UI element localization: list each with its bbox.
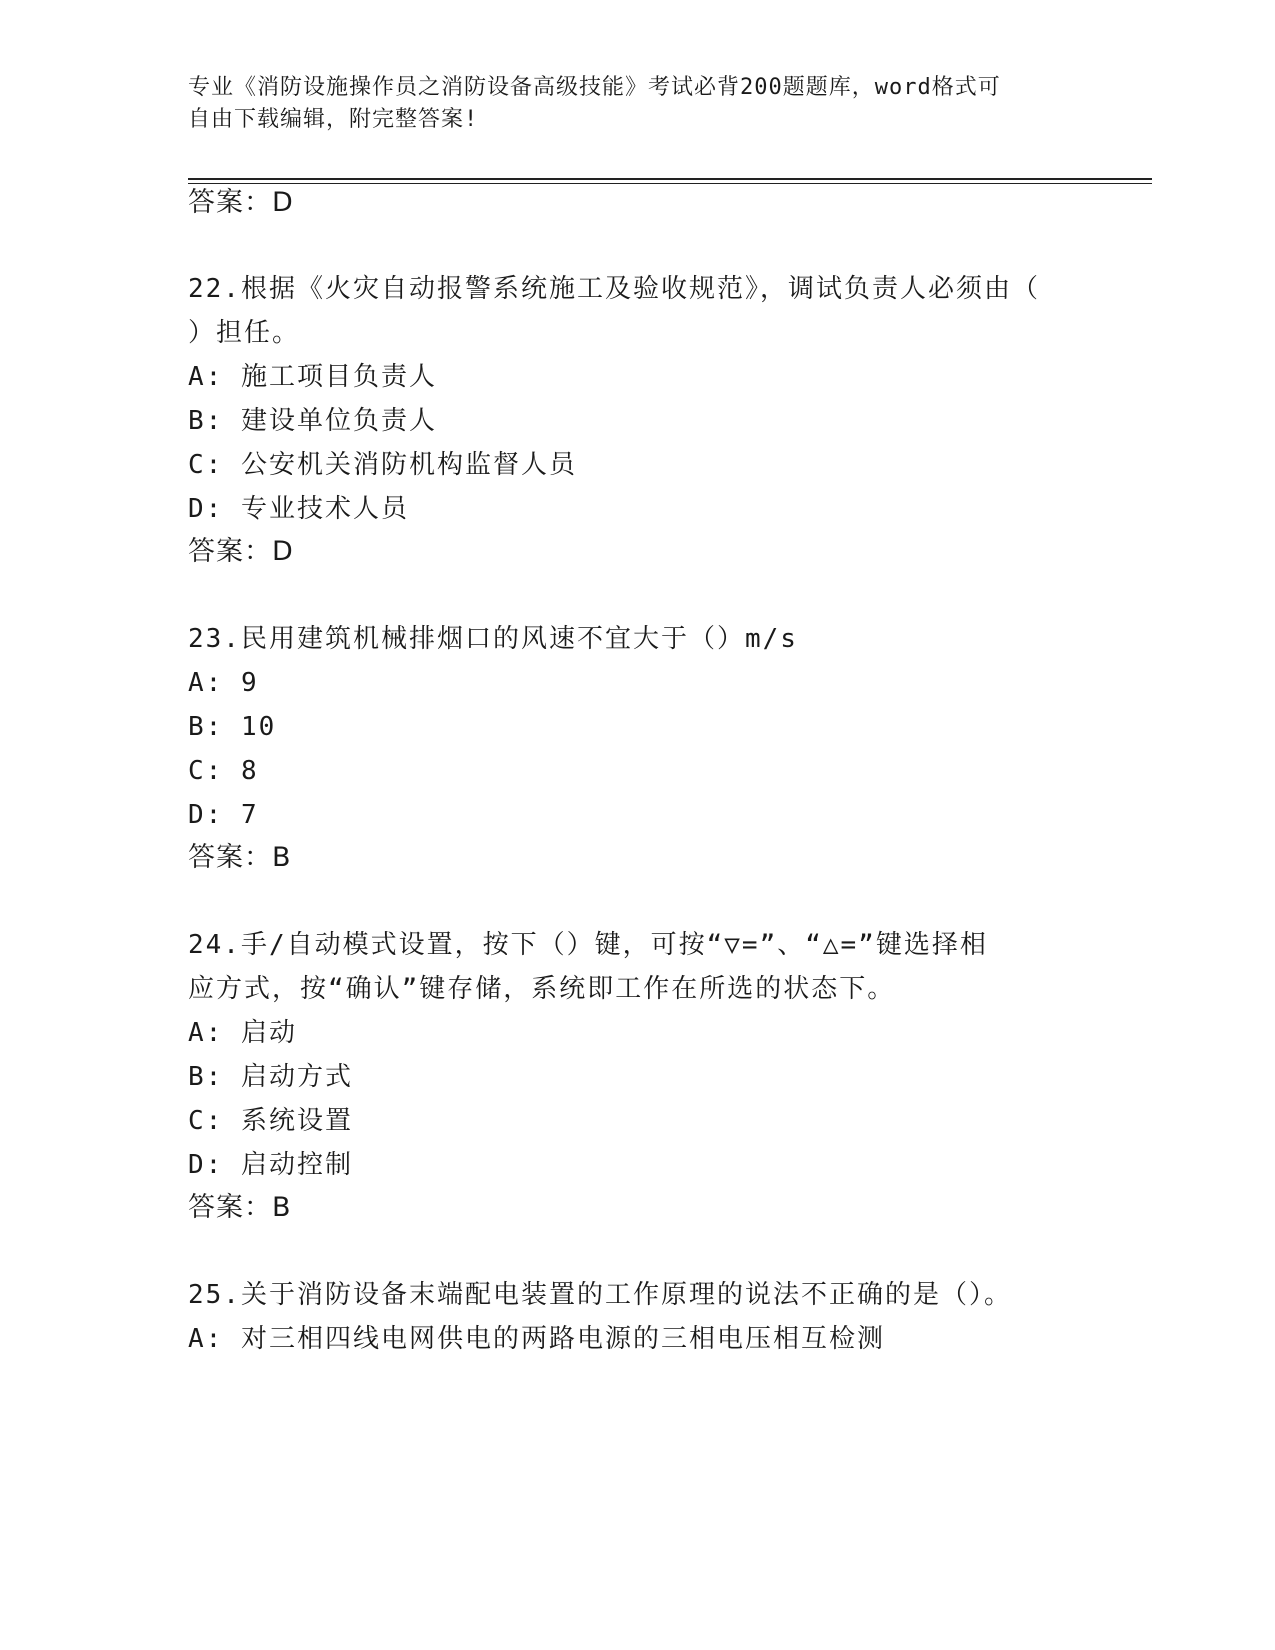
header-line-1: 专业《消防设施操作员之消防设备高级技能》考试必背200题题库，word格式可 xyxy=(188,75,1001,100)
question-23-option-d: D: 7 xyxy=(188,800,259,830)
question-24-option-a: A: 启动 xyxy=(188,1018,297,1048)
header-divider-thin xyxy=(188,183,1152,184)
header-divider xyxy=(188,178,1152,180)
question-24-option-b: B: 启动方式 xyxy=(188,1062,353,1092)
question-23-option-a: A: 9 xyxy=(188,668,259,698)
question-22-option-a: A: 施工项目负责人 xyxy=(188,362,437,392)
question-22-option-c: C: 公安机关消防机构监督人员 xyxy=(188,450,577,480)
question-23-answer: 答案：B xyxy=(188,842,292,873)
question-22-stem-line-2: ）担任。 xyxy=(188,318,301,348)
question-24-option-d: D: 启动控制 xyxy=(188,1150,353,1180)
question-22-option-b: B: 建设单位负责人 xyxy=(188,406,437,436)
question-23-option-b: B: 10 xyxy=(188,712,277,742)
question-25-stem-line-1: 25.关于消防设备末端配电装置的工作原理的说法不正确的是（）。 xyxy=(188,1280,1012,1310)
header-line-2: 自由下载编辑，附完整答案! xyxy=(188,107,479,132)
document-header xyxy=(188,72,1068,136)
question-24-stem-line-1: 24.手/自动模式设置，按下（）键，可按“▽=”、“△=”键选择相 xyxy=(188,930,988,960)
question-24-option-c: C: 系统设置 xyxy=(188,1106,353,1136)
question-22-option-d: D: 专业技术人员 xyxy=(188,494,409,524)
question-23-option-c: C: 8 xyxy=(188,756,259,786)
question-22-stem-line-1: 22.根据《火灾自动报警系统施工及验收规范》，调试负责人必须由（ xyxy=(188,274,1040,304)
question-24-stem-line-2: 应方式，按“确认”键存储，系统即工作在所选的状态下。 xyxy=(188,974,896,1004)
previous-answer: 答案：D xyxy=(188,187,294,218)
question-23-stem-line-1: 23.民用建筑机械排烟口的风速不宜大于（）m/s xyxy=(188,624,798,654)
question-24-answer: 答案：B xyxy=(188,1192,292,1223)
question-25-option-a: A: 对三相四线电网供电的两路电源的三相电压相互检测 xyxy=(188,1324,885,1354)
question-22-answer: 答案：D xyxy=(188,536,294,567)
